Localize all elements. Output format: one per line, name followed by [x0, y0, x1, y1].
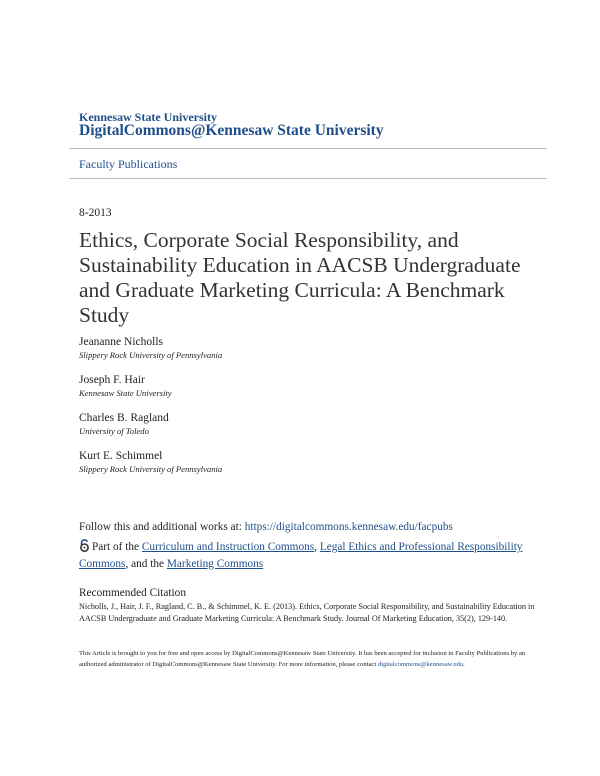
part-of-prefix: Part of the — [92, 541, 140, 553]
follow-url-link[interactable]: https://digitalcommons.kennesaw.edu/facpubs — [244, 521, 453, 533]
author-affiliation: Slippery Rock University of Pennsylvania — [79, 464, 223, 474]
curriculum-commons-link[interactable]: Curriculum and Instruction Commons — [141, 541, 315, 553]
author-block — [79, 449, 222, 475]
open-access-lock-icon — [79, 539, 90, 557]
author-name: Jeananne Nicholls — [79, 336, 163, 348]
access-notice — [79, 649, 549, 670]
author-affiliation: Kennesaw State University — [79, 388, 172, 398]
follow-prefix: Follow this and additional works at: — [79, 521, 242, 533]
legal-ethics-commons-link[interactable]: Legal Ethics and Professional Responsibility Commons — [79, 541, 523, 570]
author-affiliation: Slippery Rock University of Pennsylvania — [79, 350, 223, 360]
author-block — [79, 335, 222, 361]
author-block — [79, 373, 172, 399]
author-name: Kurt E. Schimmel — [79, 450, 163, 462]
repository-name[interactable]: DigitalCommons@Kennesaw State University — [79, 122, 384, 139]
citation-heading: Recommended Citation — [79, 587, 186, 599]
part-of-line — [79, 539, 549, 571]
citation-text: Nicholls, J., Hair, J. F., Ragland, C. B., & Schimmel, K. E. (2013). Ethics, Corporate Social Responsibility, and Sustainability Education in AACSB Undergraduate and Graduate Marketing Curricula: A Benchmark Study. Journal Of Marketing Education, 35(2), 129-140. — [79, 602, 535, 623]
publication-date: 8-2013 — [79, 207, 112, 219]
contact-email-link[interactable]: digitalcommons@kennesaw.edu — [377, 660, 464, 668]
author-affiliation: University of Toledo — [79, 426, 149, 436]
author-name: Charles B. Ragland — [79, 412, 169, 424]
author-block — [79, 411, 169, 437]
collection-divider — [69, 178, 547, 179]
institution-name[interactable]: Kennesaw State University — [79, 110, 217, 124]
article-title: Ethics, Corporate Social Responsibility, and Sustainability Education in AACSB Undergraduate and Graduate Marketing Curricula: A Benchmark Study — [79, 228, 521, 327]
separator: , and the — [125, 557, 165, 570]
author-name: Joseph F. Hair — [79, 374, 145, 386]
header-divider — [69, 148, 547, 149]
notice-end: . — [463, 660, 465, 668]
follow-line — [79, 521, 453, 533]
notice-text: This Article is brought to you for free and open access by DigitalCommons@Kennesaw State University. It has been accepted for inclusion in Faculty Publications by an authorized administrator of DigitalCommons@Kennesaw State University. For more information, please contact — [79, 650, 526, 668]
collection-link[interactable]: Faculty Publications — [79, 157, 178, 171]
marketing-commons-link[interactable]: Marketing Commons — [166, 557, 264, 570]
separator: , — [314, 541, 317, 553]
